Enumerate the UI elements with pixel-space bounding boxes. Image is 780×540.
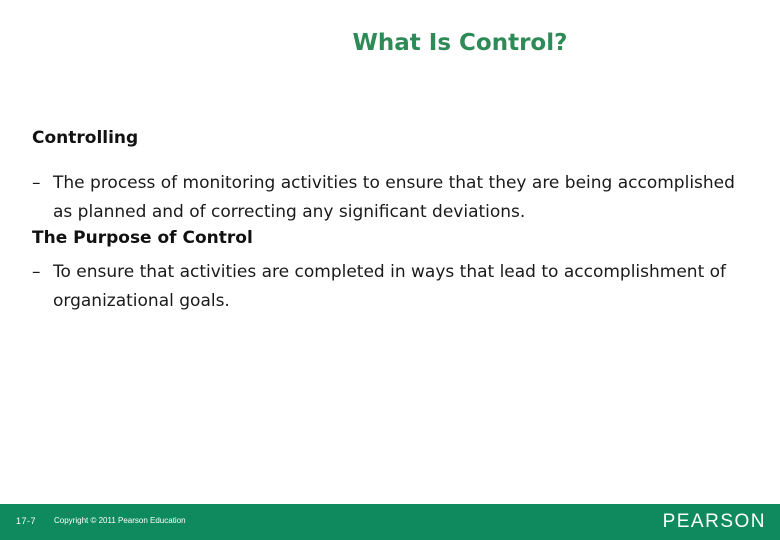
- bullet-dash: –: [32, 262, 41, 282]
- bullet-item: [32, 169, 752, 227]
- copyright-notice: Copyright © 2011 Pearson Education: [54, 516, 186, 525]
- bullet-item: [32, 258, 752, 316]
- footer-bar: [0, 504, 780, 540]
- page-number: 17-7: [16, 516, 37, 526]
- bullet-text: To ensure that activities are completed in ways that lead to accomplishment of organizational goals.: [53, 262, 727, 311]
- section-purpose: [32, 227, 752, 316]
- section-heading: The Purpose of Control: [32, 228, 253, 248]
- pearson-logo: PEARSON: [662, 511, 766, 532]
- slide-title: What Is Control?: [352, 30, 568, 56]
- bullet-dash: –: [32, 173, 41, 193]
- section-controlling: [32, 127, 752, 227]
- bullet-text: The process of monitoring activities to ensure that they are being accomplished as planned and of correcting any significant deviations.: [53, 173, 735, 222]
- section-heading: Controlling: [32, 128, 139, 148]
